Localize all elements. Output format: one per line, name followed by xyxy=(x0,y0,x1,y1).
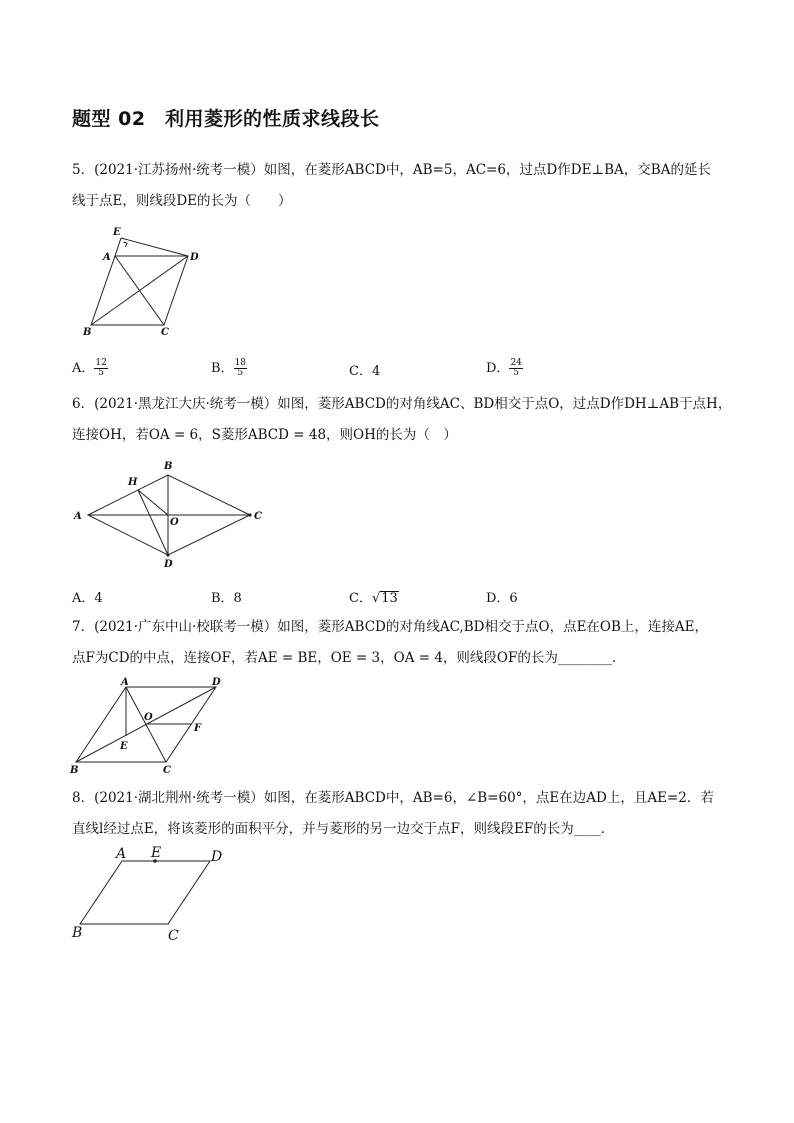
q7-figure xyxy=(66,674,226,778)
q5-right-angle-mark xyxy=(124,242,128,247)
q6-text-line2: 连接OH，若OA = 6，S菱形ABCD = 48，则OH的长为（ ） xyxy=(72,427,457,443)
q7-label-e: E xyxy=(120,741,128,752)
q5-option-b-label: B． xyxy=(211,361,234,376)
q5-option-a xyxy=(72,357,108,378)
q6-text-line1: 6．(2021·黑龙江大庆·统考一模）如图，菱形ABCD的对角线AC、BD相交于点O，过点D作DH⊥AB于点H， xyxy=(72,396,732,412)
q5-label-b: B xyxy=(83,327,92,338)
q6-figure xyxy=(70,456,270,572)
q6-label-o: O xyxy=(170,517,179,528)
q6-segment-dh xyxy=(138,490,168,555)
q6-option-c: C．√13 xyxy=(349,591,398,606)
q6-option-a: A．4 xyxy=(72,591,103,606)
q7-text-line2: 点F为CD的中点，连接OF，若AE = BE，OE = 3，OA = 4，则线段OF的长为________． xyxy=(72,650,626,666)
section-title: 题型 02 利用菱形的性质求线段长 xyxy=(72,108,380,130)
q8-label-d: D xyxy=(211,849,223,865)
q8-label-c: C xyxy=(168,928,179,944)
q5-option-d-den: 5 xyxy=(513,368,520,378)
q5-label-d: D xyxy=(190,252,199,263)
q5-option-d-label: D． xyxy=(486,361,510,376)
q5-segment-de xyxy=(121,238,188,256)
q5-diagonal-bd xyxy=(91,256,188,325)
q6-segment-oh xyxy=(138,490,168,515)
q6-label-c: C xyxy=(254,511,262,522)
q7-label-f: F xyxy=(194,723,202,734)
q5-text-line2: 线于点E，则线段DE的长为（ ） xyxy=(72,193,292,209)
q8-parallelogram xyxy=(80,861,210,924)
q5-option-d xyxy=(486,357,523,378)
q8-label-b: B xyxy=(72,925,83,941)
q5-option-a-num: 12 xyxy=(95,358,107,368)
q5-option-d-fraction xyxy=(509,359,522,378)
q6-point-c xyxy=(248,513,251,516)
q5-option-b-den: 5 xyxy=(237,368,244,378)
q6-label-d: D xyxy=(164,559,173,570)
q8-label-e: E xyxy=(151,845,162,861)
q6-label-h: H xyxy=(128,477,138,488)
q8-label-a: A xyxy=(116,846,127,862)
q6-label-a: A xyxy=(74,511,82,522)
q8-text-line1: 8．(2021·湖北荆州·统考一模）如图，在菱形ABCD中，AB=6，∠B=60°，点E在边AD上，且AE=2．若 xyxy=(72,790,714,806)
q6-option-c-sqrt: 13 xyxy=(381,591,398,606)
q5-option-a-fraction xyxy=(94,359,107,378)
q8-text-line2: 直线l经过点E，将该菱形的面积平分，并与菱形的另一边交于点F，则线段EF的长为____． xyxy=(72,821,615,837)
q5-option-a-label: A． xyxy=(72,361,95,376)
q6-option-b: B．8 xyxy=(211,591,242,606)
q5-option-d-num: 24 xyxy=(510,358,522,368)
q7-label-a: A xyxy=(121,677,129,688)
q6-label-b: B xyxy=(164,461,173,472)
q5-option-b-fraction xyxy=(234,359,247,378)
q5-option-b-num: 18 xyxy=(234,358,247,368)
q7-label-o: O xyxy=(144,712,153,723)
q5-extension-ae xyxy=(115,238,121,256)
q6-option-d: D．6 xyxy=(486,591,518,606)
q7-label-c: C xyxy=(163,765,171,776)
q7-label-d: D xyxy=(212,677,221,688)
q5-label-e: E xyxy=(113,227,121,238)
q5-option-a-den: 5 xyxy=(98,368,104,378)
q7-label-b: B xyxy=(70,765,79,776)
q6-point-d xyxy=(166,553,169,556)
q8-figure xyxy=(66,842,236,946)
q5-figure xyxy=(80,222,210,340)
q7-text-line1: 7．(2021·广东中山·校联考一模）如图，菱形ABCD的对角线AC,BD相交于点O，点E在OB上，连接AE， xyxy=(72,619,709,635)
q6-option-c-label: C． xyxy=(349,591,372,606)
q5-option-b xyxy=(211,357,247,378)
q5-option-c: C．4 xyxy=(349,364,381,379)
q5-label-c: C xyxy=(161,327,169,338)
q5-label-a: A xyxy=(103,252,111,263)
q5-text-line1: 5．(2021·江苏扬州·统考一模）如图，在菱形ABCD中，AB=5，AC=6，过点D作DE⊥BA，交BA的延长 xyxy=(72,162,711,178)
